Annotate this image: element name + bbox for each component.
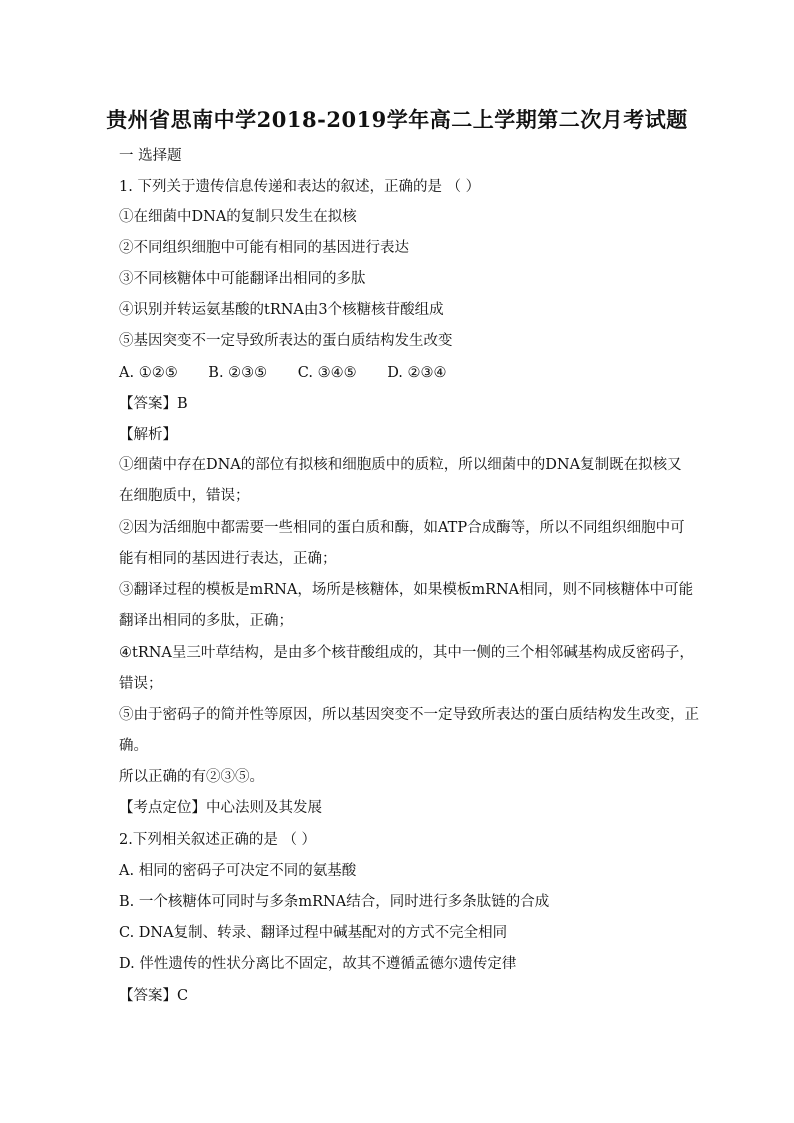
analysis-line: ②因为活细胞中都需要一些相同的蛋白质和酶，如ATP合成酶等，所以不同组织细胞中可 xyxy=(119,520,685,536)
analysis-line: ⑤由于密码子的简并性等原因，所以基因突变不一定导致所表达的蛋白质结构发生改变，正 xyxy=(119,707,699,723)
question-1-item: ⑤基因突变不一定导致所表达的蛋白质结构发生改变 xyxy=(119,333,453,349)
analysis-line: ④tRNA呈三叶草结构，是由多个核苷酸组成的，其中一侧的三个相邻碱基构成反密码子， xyxy=(119,645,694,661)
analysis-line: 确。 xyxy=(119,738,148,754)
question-1-item: ①在细菌中DNA的复制只发生在拟核 xyxy=(119,209,357,225)
question-2-stem: 2.下列相关叙述正确的是 （ ） xyxy=(119,832,317,848)
question-2-option-d: D. 伴性遗传的性状分离比不固定，故其不遵循孟德尔遗传定律 xyxy=(119,956,517,972)
question-2-answer: 【答案】C xyxy=(119,988,189,1004)
question-1-answer: 【答案】B xyxy=(119,396,188,412)
question-1-kaodian: 【考点定位】中心法则及其发展 xyxy=(119,800,322,816)
analysis-line: ③翻译过程的模板是mRNA，场所是核糖体，如果模板mRNA相同，则不同核糖体中可能 xyxy=(119,582,694,598)
analysis-line: ①细菌中存在DNA的部位有拟核和细胞质中的质粒，所以细菌中的DNA复制既在拟核又 xyxy=(119,457,682,473)
section-heading: 一 选择题 xyxy=(119,148,182,164)
question-2-option-b: B. 一个核糖体可同时与多条mRNA结合，同时进行多条肽链的合成 xyxy=(119,894,550,910)
analysis-line: 在细胞质中，错误； xyxy=(119,488,250,504)
analysis-line: 所以正确的有②③⑤。 xyxy=(119,769,264,785)
analysis-line: 能有相同的基因进行表达，正确； xyxy=(119,551,337,567)
analysis-line: 翻译出相同的多肽，正确； xyxy=(119,613,293,629)
question-1-item: ④识别并转运氨基酸的tRNA由3个核糖核苷酸组成 xyxy=(119,302,444,318)
question-1-item: ②不同组织细胞中可能有相同的基因进行表达 xyxy=(119,240,409,256)
option-a: A. ①②⑤ xyxy=(119,365,178,381)
question-1-item: ③不同核糖体中可能翻译出相同的多肽 xyxy=(119,271,366,287)
option-c: C. ③④⑤ xyxy=(297,365,357,381)
question-1-analysis-label: 【解析】 xyxy=(119,427,177,443)
document-title: 贵州省思南中学2018-2019学年高二上学期第二次月考试题 xyxy=(106,107,688,132)
question-2-option-a: A. 相同的密码子可决定不同的氨基酸 xyxy=(119,863,357,879)
question-1-options xyxy=(119,363,473,383)
question-1-stem: 1. 下列关于遗传信息传递和表达的叙述，正确的是 （ ） xyxy=(119,179,481,195)
question-2-option-c: C. DNA复制、转录、翻译过程中碱基配对的方式不完全相同 xyxy=(119,925,508,941)
analysis-line: 错误； xyxy=(119,676,163,692)
option-b: B. ②③⑤ xyxy=(208,365,268,381)
option-d: D. ②③④ xyxy=(387,365,447,381)
